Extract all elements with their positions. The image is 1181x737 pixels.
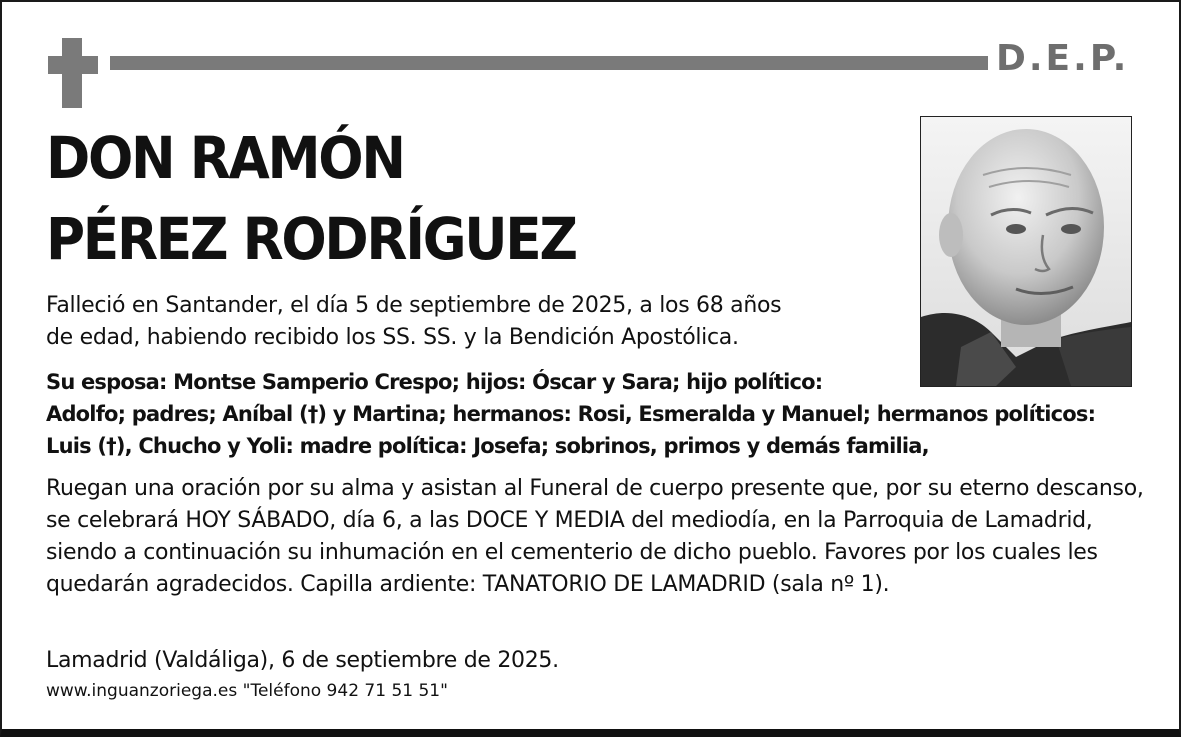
family-line1: Su esposa: Montse Samperio Crespo; hijos: Óscar y Sara; hijo político: [46, 370, 823, 394]
deceased-name-line1: DON RAMÓN [46, 124, 404, 192]
portrait-photo [920, 116, 1132, 387]
header-rule [110, 56, 988, 70]
intro-line2: de edad, habiendo recibido los SS. SS. y la Bendición Apostólica. [46, 325, 739, 350]
deceased-name-line2: PÉREZ RODRÍGUEZ [46, 205, 576, 273]
death-announcement [46, 290, 846, 354]
dep-label: D.E.P. [996, 38, 1130, 79]
funeral-details: Ruegan una oración por su alma y asistan al Funeral de cuerpo presente que, por su eterno descanso, se celebrará HOY SÁBADO, día 6, a las DOCE Y MEDIA del mediodía, en la Parroquia de Lamadrid, siendo a continuación su inhumación en el cementerio de dicho pueblo. Favores por los cuales les quedarán agradecidos. Capilla ardiente: TANATORIO DE LAMADRID (sala nº 1). [46, 476, 1144, 597]
family-rest: Adolfo; padres; Aníbal (†) y Martina; hermanos: Rosi, Esmeralda y Manuel; hermanos políticos: Luis (†), Chucho y Yoli: madre política: Josefa; sobrinos, primos y demás familia, [46, 402, 1096, 458]
contact-info: www.inguanzoriega.es "Teléfono 942 71 51 51" [46, 681, 448, 701]
cross-horizontal-bar [48, 56, 98, 74]
intro-line1: Falleció en Santander, el día 5 de septiembre de 2025, a los 68 años [46, 293, 782, 318]
family-list [46, 366, 1126, 462]
place-date: Lamadrid (Valdáliga), 6 de septiembre de 2025. [46, 648, 559, 673]
